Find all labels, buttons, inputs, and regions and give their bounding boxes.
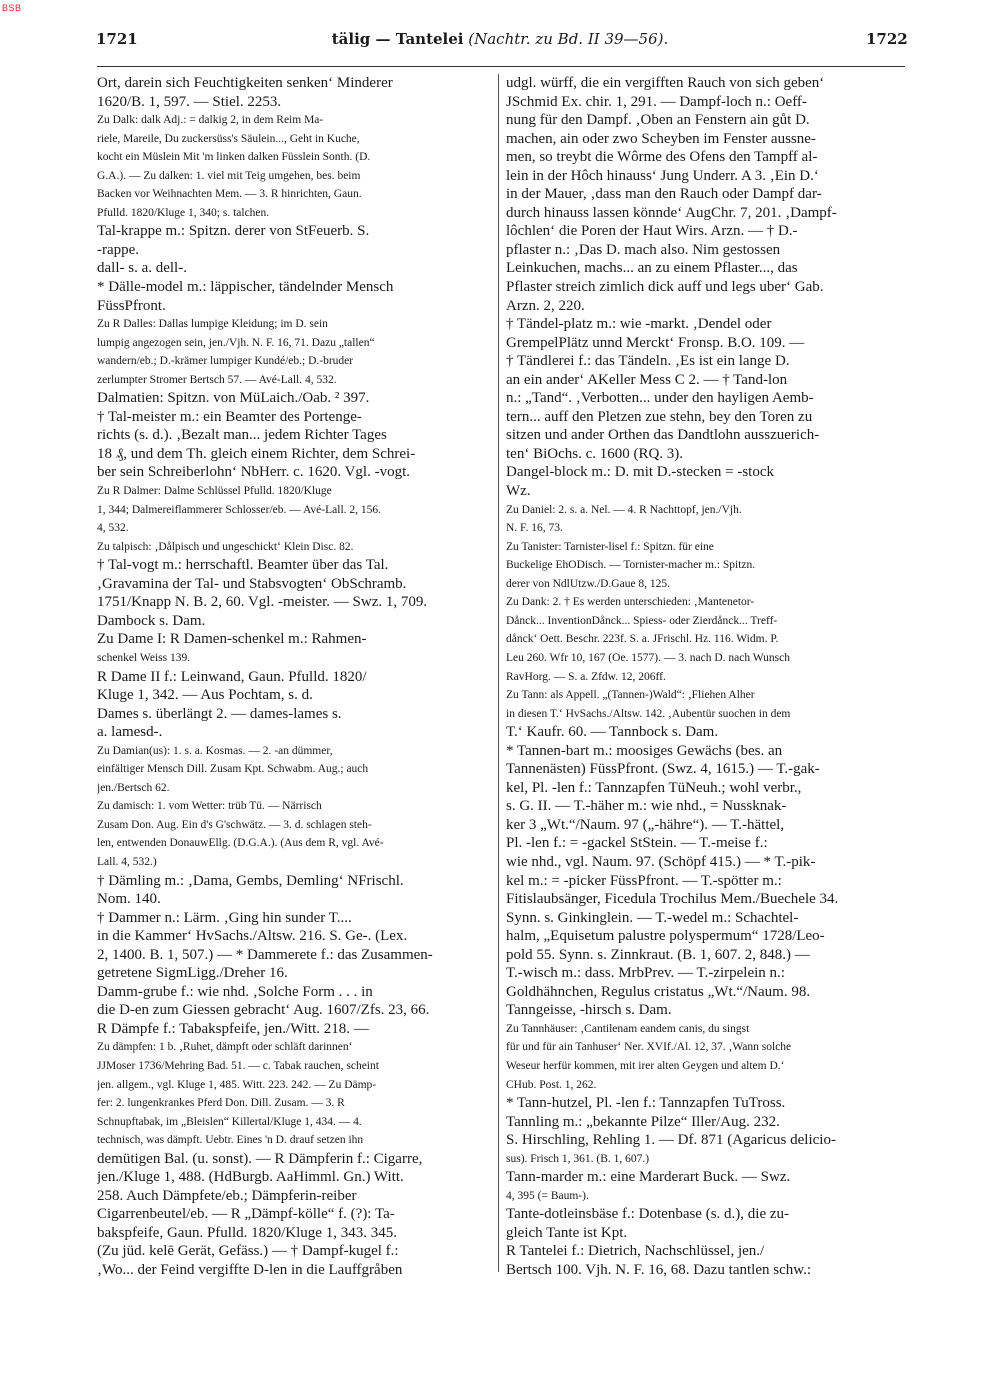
right-column-line: in diesen T.‘ HvSachs./Altsw. 142. ‚Aubentür suochen in dem [506, 707, 791, 720]
running-title-main: tälig — Tantelei [331, 30, 464, 48]
right-column-line: † Tändlerei f.: das Tändeln. ‚Es ist ein lange D. [506, 353, 790, 370]
left-column-line: Zusam Don. Aug. Ein d's G'schwätz. — 3. d. schlagen steh- [97, 818, 372, 831]
right-column-line: kel m.: = -picker FüssPfront. — T.-spötter m.: [506, 872, 782, 889]
left-column-line: Zu Damian(us): 1. s. a. Kosmas. — 2. -an dümmer, [97, 744, 333, 757]
right-column-line: Wz. [506, 483, 531, 500]
right-column-line: pold 55. Synn. s. Zinnkraut. (B. 1, 607. 2, 848.) — [506, 946, 810, 963]
left-column-line: R Dämpfe f.: Tabakspfeife, jen./Witt. 218. — [97, 1020, 369, 1037]
running-header [0, 30, 1000, 56]
left-column-line: fer: 2. lungenkrankes Pferd Don. Dill. Zusam. — 3. R [97, 1097, 345, 1110]
left-column-line: getretene SigmLigg./Dreher 16. [97, 965, 288, 982]
right-column-line: derer von NdlUtzw./D.Gaue 8, 125. [506, 577, 671, 590]
left-column-line: 4, 532. [97, 522, 129, 535]
left-column-line: ‚Wo... der Feind vergiffte D-len in die Lauffgråben [97, 1262, 403, 1278]
running-title [0, 30, 1000, 48]
left-column-line: Schnupftabak, im „Bleislen“ Killertal/Kluge 1, 434. — 4. [97, 1115, 362, 1128]
right-column-line: halm, „Equisetum palustre polyspermum“ 1728/Leo- [506, 928, 825, 945]
right-column-line: 4, 395 (= Baum-). [506, 1189, 589, 1202]
left-column-line: kocht ein Müslein Mit 'm linken dalken Füsslein Sonth. (D. [97, 151, 371, 164]
right-column-line: machen, ain oder zwo Scheyben im Fenster aussne- [506, 130, 816, 147]
left-column-line: jen. allgem., vgl. Kluge 1, 485. Witt. 223. 242. — Zu Dämp- [97, 1078, 377, 1091]
left-column-line: ber sein Schreiberlohn‘ NbHerr. c. 1620. Vgl. -vogt. [97, 464, 410, 481]
library-stamp: BSB [2, 3, 22, 13]
right-column-line: lein in der Hôch hinauss‘ Jung Underr. A 3. ‚Ein D.‘ [506, 167, 819, 184]
left-column-line: Dambock s. Dam. [97, 612, 206, 629]
left-column-line: ‚Gravamina der Tal- und Stabsvogten‘ ObSchramb. [97, 575, 407, 592]
left-column-line: technisch, was dämpft. Uebtr. Eines 'n D. drauf setzen ihn [97, 1134, 364, 1147]
right-column-line: Weseur herfür kommen, mit irer alten Geygen und altem D.‘ [506, 1059, 785, 1072]
right-column-line: kel, Pl. -len f.: Tannzapfen TüNeuh.; wohl verbr., [506, 779, 802, 796]
left-column-line: Kluge 1, 342. — Aus Pochtam, s. d. [97, 687, 313, 704]
right-column-line: CHub. Post. 1, 262. [506, 1078, 597, 1091]
left-column-line: jen./Kluge 1, 488. (HdBurgb. AaHimml. Gn.) Witt. [97, 1169, 404, 1186]
right-column-line: Zu Tannhäuser: ‚Cantilenam eandem canis, du singst [506, 1022, 750, 1035]
right-column-line: Fitislaubsänger, Ficedula Trochilus Mem./Buechele 34. [506, 891, 839, 908]
left-column-line: R Dame II f.: Leinwand, Gaun. Pfulld. 1820/ [97, 668, 367, 685]
right-column-line: N. F. 16, 73. [506, 522, 563, 535]
right-column-line: ker 3 „Wt.“/Naum. 97 („-hähre“). — T.-hättel, [506, 816, 785, 833]
right-column-line: Leinkuchen, machs... an zu einem Pflaster..., das [506, 260, 798, 277]
left-column-line: † Dammer n.: Lärm. ‚Ging hin sunder T.... [97, 909, 352, 926]
right-column-line: † Tändel-platz m.: wie -markt. ‚Dendel oder [506, 316, 772, 333]
right-column-line: * Tann-hutzel, Pl. -len f.: Tannzapfen TuTross. [506, 1095, 786, 1112]
right-column-line: durch hinauss lassen könnde‘ AugChr. 7, 201. ‚Dampf- [506, 204, 837, 221]
right-column-line: für und für ain Tanhuser‘ Ner. XVIf./Al. 12, 37. ‚Wann solche [506, 1041, 792, 1054]
left-column-line: 18 ₰, und dem Th. gleich einem Richter, dem Schrei- [97, 445, 416, 462]
left-column-line: † Tal-meister m.: ein Beamter des Portenge- [97, 408, 362, 425]
right-column-line: s. G. II. — T.-häher m.: wie nhd., = Nussknak- [506, 798, 787, 815]
right-column [506, 74, 904, 1280]
left-column-line: 1, 344; Dalmereiflammerer Schlosser/eb. — Avé-Lall. 2, 156. [97, 503, 382, 516]
left-column-line: Zu dämpfen: 1 b. ‚Ruhet, dämpft oder schläft darinnen‘ [97, 1041, 353, 1054]
right-column-line: Dånck... InventionDånck... Spiess- oder Zierdånck... Treff- [506, 614, 778, 627]
left-column-line: Zu Dalk: dalk Adj.: = dalkig 2, in dem Reim Ma- [97, 114, 324, 127]
right-column-line: Leu 260. Wfr 10, 167 (Oe. 1577). — 3. nach D. nach Wunsch [506, 651, 790, 664]
right-column-line: men, so treybt die Wôrme des Ofens den Tampff al- [506, 149, 818, 166]
left-column-line: Tal-krappe m.: Spitzn. derer von StFeuerb. S. [97, 223, 370, 240]
left-column-line: len, entwenden DonauwEllg. (D.G.A.). (Aus dem R, vgl. Avé- [97, 837, 384, 850]
column-divider [498, 74, 499, 1272]
right-column-line: RavHorg. — S. a. Zfdw. 12, 206ff. [506, 670, 666, 683]
right-column-line: Dangel-block m.: D. mit D.-stecken = -stock [506, 464, 774, 481]
right-column-line: JSchmid Ex. chir. 1, 291. — Dampf-loch n.: Oeff- [506, 93, 807, 110]
right-column-line: GrempelPlätz unnd Merckt‘ Fronsp. B.O. 109. — [506, 334, 805, 351]
right-column-line: Zu Dank: 2. † Es werden unterschieden: ‚Mantenetor- [506, 596, 755, 609]
left-column-line: JJMoser 1736/Mehring Bad. 51. — c. Tabak rauchen, scheint [97, 1059, 379, 1072]
right-column-line: * Tannen-bart m.: moosiges Gewächs (bes. an [506, 742, 783, 759]
left-column-line: 1620/B. 1, 597. — Stiel. 2253. [97, 93, 282, 110]
left-column-line: (Zu jüd. kelē Gerät, Gefäss.) — † Dampf-kugel f.: [97, 1243, 399, 1260]
right-column-line: T.‘ Kaufr. 60. — Tannbock s. Dam. [506, 724, 719, 741]
right-column-line: Pl. -len f.: = -gackel StStein. — T.-meise f.: [506, 835, 768, 852]
right-column-line: lôchlen‘ die Poren der Haut Wirs. Arzn. — † D.- [506, 223, 798, 240]
right-column-line: sus). Frisch 1, 361. (B. 1, 607.) [506, 1152, 650, 1165]
left-column-line: Dalmatien: Spitzn. von MüLaich./Oab. ² 397. [97, 390, 370, 407]
left-column-line: die D-en zum Giessen gebracht‘ Aug. 1607/Zfs. 23, 66. [97, 1002, 430, 1019]
right-column-line: sitzen und ander Orthen das Dandtlohn ausszuerich- [506, 427, 820, 444]
right-column-line: Tann-marder m.: eine Marderart Buck. — Swz. [506, 1169, 791, 1186]
left-column-line: richts (s. d.). ‚Bezalt man... jedem Richter Tages [97, 427, 387, 444]
left-column-line: lumpig angezogen sein, jen./Vjh. N. F. 16, 71. Dazu „tallen“ [97, 336, 375, 349]
left-column-line: * Dälle-model m.: läppischer, tändelnder Mensch [97, 279, 394, 296]
left-column-line: in die Kammer‘ HvSachs./Altsw. 216. S. Ge-. (Lex. [97, 928, 408, 945]
right-column-line: Zu Tann: als Appell. „(Tannen-)Wald“: ‚Fliehen Alher [506, 689, 755, 702]
left-column-line: Zu damisch: 1. vom Wetter: trüb Tü. — Närrisch [97, 800, 322, 813]
right-column-line: Goldhähnchen, Regulus cristatus „Wt.“/Naum. 98. [506, 983, 811, 1000]
left-column-line: bakspfeife, Gaun. Pfulld. 1820/Kluge 1, 343. 345. [97, 1224, 397, 1241]
left-column-line: wandern/eb.; D.-krämer lumpiger Kundé/eb.; D.-bruder [97, 355, 354, 368]
left-column-line: Dames s. überlängt 2. — dames-lames s. [97, 705, 342, 722]
right-column-line: Pflaster streich zimlich dick auff und legs uber‘ Gab. [506, 279, 824, 296]
left-column-line: FüssPfront. [97, 297, 166, 314]
right-column-line: an ein ander‘ AKeller Mess C 2. — † Tand-lon [506, 371, 788, 388]
right-column-line: R Tantelei f.: Dietrich, Nachschlüssel, jen./ [506, 1243, 765, 1260]
right-column-line: wie nhd., vgl. Naum. 97. (Schöpf 415.) — * T.-pik- [506, 853, 816, 870]
right-column-line: gleich Tante ist Kpt. [506, 1224, 628, 1241]
right-column-line: ten‘ BiOchs. c. 1600 (RQ. 3). [506, 445, 684, 462]
right-column-line: tern... auff den Pletzen zue stehn, bey den Toren zu [506, 408, 813, 425]
left-column-line: Lall. 4, 532.) [97, 855, 157, 868]
left-column-line: † Dämling m.: ‚Dama, Gembs, Demling‘ NFrischl. [97, 872, 404, 889]
left-column-line: Damm-grube f.: wie nhd. ‚Solche Form . . . in [97, 983, 373, 1000]
right-column-line: Synn. s. Ginkinglein. — T.-wedel m.: Schachtel- [506, 909, 799, 926]
left-column-line: a. lamesd-. [97, 724, 163, 741]
left-column-line: einfältiger Mensch Dill. Zusam Kpt. Schwabm. Aug.; auch [97, 763, 369, 776]
right-column-line: Buckelige EhODisch. — Tornister-macher m.: Spitzn. [506, 559, 756, 572]
right-column-line: in der Mauer, ‚dass man den Rauch oder Dampf dar- [506, 186, 822, 203]
left-column-line: -rappe. [97, 241, 140, 258]
left-column-line: G.A.). — Zu dalken: 1. viel mit Teig umgehen, bes. beim [97, 169, 361, 182]
left-column-line: Zu talpisch: ‚Dålpisch und ungeschickt‘ Klein Disc. 82. [97, 540, 354, 553]
right-column-line: T.-wisch m.: dass. MrbPrev. — T.-zirpelein n.: [506, 965, 785, 982]
left-column [97, 74, 490, 1280]
left-column-line: zerlumpter Stromer Bertsch 57. — Avé-Lall. 4, 532. [97, 373, 337, 386]
right-column-line: dånck‘ Oett. Beschr. 223f. S. a. JFrischl. Hz. 116. Widm. P. [506, 633, 779, 646]
right-column-line: S. Hirschling, Rehling 1. — Df. 871 (Agaricus delicio- [506, 1132, 836, 1149]
left-column-line: dall- s. a. dell-. [97, 260, 187, 277]
left-column-line: Zu R Dalmer: Dalme Schlüssel Pfulld. 1820/Kluge [97, 485, 332, 498]
right-column-line: udgl. würff, die ein vergifften Rauch von sich geben‘ [506, 75, 825, 91]
running-title-note: (Nachtr. zu Bd. II 39—56). [468, 30, 669, 48]
left-column-line: 258. Auch Dämpfete/eb.; Dämpferin-reiber [97, 1187, 357, 1204]
left-column-line: schenkel Weiss 139. [97, 651, 191, 664]
left-column-line: 2, 1400. B. 1, 507.) — * Dammerete f.: das Zusammen- [97, 946, 433, 963]
right-column-line: Tannenästen) FüssPfront. (Swz. 4, 1615.) — T.-gak- [506, 761, 820, 778]
left-column-line: Zu Dame I: R Damen-schenkel m.: Rahmen- [97, 631, 367, 648]
right-column-line: nung für den Dampf. ‚Oben an Fenstern ain gůt D. [506, 112, 810, 129]
left-column-line: Zu R Dalles: Dallas lumpige Kleidung; im D. sein [97, 318, 328, 331]
right-column-line: Tante-dotleinsbäse f.: Dotenbase (s. d.), die zu- [506, 1206, 790, 1223]
right-column-line: Tanngeisse, -hirsch s. Dam. [506, 1002, 672, 1019]
left-column-line: riele, Mareile, Du zuckersüss's Säulein..., Geht in Kuche, [97, 132, 360, 145]
page-number-left: 1721 [96, 30, 138, 48]
header-rule [97, 66, 905, 67]
left-column-line: † Tal-vogt m.: herrschaftl. Beamter über das Tal. [97, 557, 389, 574]
right-column-line: n.: „Tand“. ‚Verbotten... under den hayligen Aemb- [506, 390, 814, 407]
right-column-line: Zu Tanister: Tarnister-lisel f.: Spitzn. für eine [506, 540, 714, 553]
right-column-line: Zu Daniel: 2. s. a. Nel. — 4. R Nachttopf, jen./Vjh. [506, 503, 742, 516]
left-column-line: 1751/Knapp N. B. 2, 60. Vgl. -meister. — Swz. 1, 709. [97, 594, 428, 611]
left-column-line: jen./Bertsch 62. [97, 781, 170, 794]
right-column-line: Bertsch 100. Vjh. N. F. 16, 68. Dazu tantlen schw.: [506, 1262, 812, 1278]
left-column-line: Cigarrenbeutel/eb. — R „Dämpf-kölle“ f. (?): Ta- [97, 1206, 395, 1223]
left-column-line: Pfulld. 1820/Kluge 1, 340; s. talchen. [97, 206, 270, 219]
page-number-right: 1722 [866, 30, 908, 48]
left-column-line: Ort, darein sich Feuchtigkeiten senken‘ Minderer [97, 75, 393, 91]
right-column-line: pflaster n.: ‚Das D. mach also. Nim gestossen [506, 241, 781, 258]
left-column-line: Nom. 140. [97, 891, 161, 908]
left-column-line: demütigen Bal. (u. sonst). — R Dämpferin f.: Cigarre, [97, 1150, 423, 1167]
left-column-line: Backen vor Weihnachten Mem. — 3. R hinrichten, Gaun. [97, 188, 362, 201]
right-column-line: Tannling m.: „bekannte Pilze“ Iller/Aug. 232. [506, 1113, 780, 1130]
right-column-line: Arzn. 2, 220. [506, 297, 585, 314]
